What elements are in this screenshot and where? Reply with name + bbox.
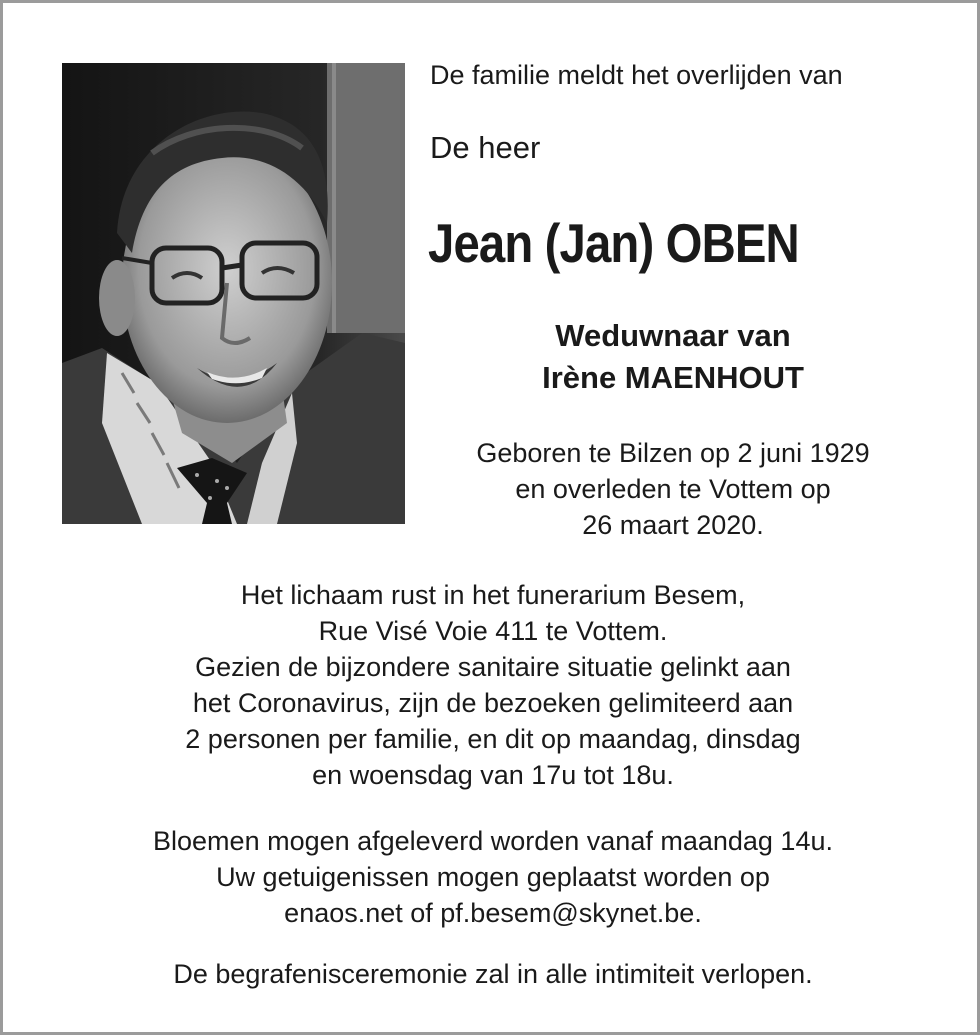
honorific: De heer xyxy=(430,130,541,165)
flowers-line: Uw getuigenissen mogen geplaatst worden op xyxy=(216,862,770,892)
viewing-info xyxy=(43,577,943,793)
announcement-intro: De familie meldt het overlijden van xyxy=(430,60,843,90)
viewing-line: het Coronavirus, zijn de bezoeken gelimiteerd aan xyxy=(192,688,794,718)
portrait-photo xyxy=(62,63,405,524)
flowers-info xyxy=(43,823,943,931)
dates-line: en overleden te Vottem op xyxy=(515,474,831,504)
spouse-line-2: Irène MAENHOUT xyxy=(542,360,804,395)
viewing-line: Rue Visé Voie 411 te Vottem. xyxy=(318,616,668,646)
flowers-line: Bloemen mogen afgeleverd worden vanaf maandag 14u. xyxy=(153,826,833,856)
viewing-line: en woensdag van 17u tot 18u. xyxy=(312,760,674,790)
flowers-line: enaos.net of pf.besem@skynet.be. xyxy=(284,898,702,928)
spouse-block xyxy=(443,315,903,399)
dates-line: 26 maart 2020. xyxy=(582,510,764,540)
deceased-name: Jean (Jan) OBEN xyxy=(428,212,799,274)
dates-line: Geboren te Bilzen op 2 juni 1929 xyxy=(476,438,870,468)
viewing-line: 2 personen per familie, en dit op maandag, dinsdag xyxy=(185,724,801,754)
birth-death-dates xyxy=(423,435,923,543)
ceremony-line: De begrafenisceremonie zal in alle intimiteit verlopen. xyxy=(173,959,813,989)
spouse-line-1: Weduwnaar van xyxy=(555,318,791,353)
ceremony-info xyxy=(43,956,943,992)
viewing-line: Gezien de bijzondere sanitaire situatie gelinkt aan xyxy=(195,652,791,682)
viewing-line: Het lichaam rust in het funerarium Besem, xyxy=(240,580,746,610)
